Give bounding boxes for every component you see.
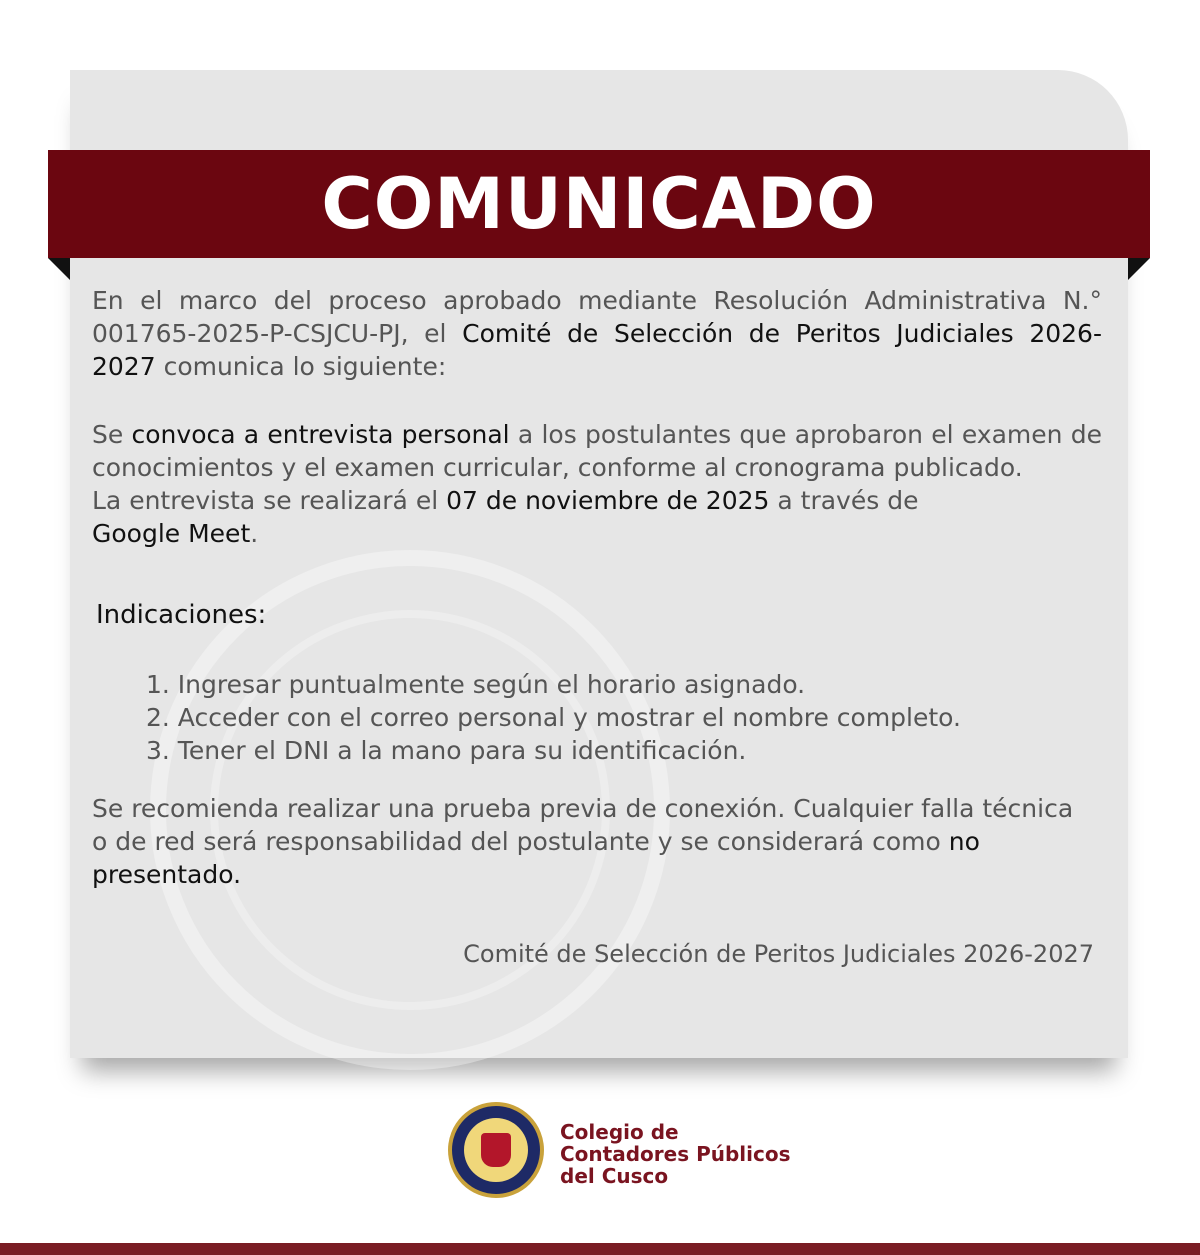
intro-text-end: comunica lo siguiente: [155, 352, 447, 381]
org-line: Colegio de [560, 1120, 679, 1144]
interview-date: 07 de noviembre de 2025 [446, 486, 770, 515]
signature: Comité de Selección de Peritos Judiciales 2026-2027 [463, 940, 1094, 968]
recommendation-paragraph [92, 792, 1092, 891]
shield-icon [481, 1133, 511, 1167]
org-line: del Cusco [560, 1164, 669, 1188]
platform-name: Google Meet [92, 519, 251, 548]
body-text: Se [92, 420, 132, 449]
body-paragraph [92, 418, 1102, 550]
list-item: 2. Acceder con el correo personal y mostrar el nombre completo. [146, 703, 961, 732]
org-line: Contadores Públicos [560, 1142, 791, 1166]
organization-name [560, 1121, 791, 1187]
title-banner [48, 150, 1150, 258]
list-item: 3. Tener el DNI a la mano para su identificación. [146, 736, 747, 765]
banner-fold-right [1128, 258, 1150, 280]
body-text-2: a los postulantes que aprobaron el examen de conocimientos y el examen curricular, conforme al cronograma publicado. [92, 420, 1103, 482]
intro-text: En el marco del proceso aprobado mediante Resolución Administrativa N.° 001765-2025-P-CSJCU-PJ, el [92, 286, 1102, 348]
committee-name: Comité de Selección de Peritos Judiciales 2026-2027 [92, 319, 1102, 381]
list-item: 1. Ingresar puntualmente según el horario asignado. [146, 670, 806, 699]
interview-call: convoca a entrevista personal [131, 420, 510, 449]
indications-list [146, 668, 961, 767]
body-text-3: La entrevista se realizará el [92, 486, 447, 515]
no-show-note: no presentado. [92, 827, 980, 889]
organization-seal-logo [448, 1102, 544, 1198]
indications-title: Indicaciones: [96, 600, 267, 630]
banner-fold-left [48, 258, 70, 280]
recommendation-text: Se recomienda realizar una prueba previa de conexión. Cualquier falla técnica o de red será responsabilidad del postulante y se considerará como [92, 794, 1074, 856]
body-text-5: . [250, 519, 259, 548]
body-text-4: a través de [769, 486, 919, 515]
intro-paragraph [92, 284, 1102, 383]
page-title: COMUNICADO [321, 163, 877, 245]
footer-bar [0, 1243, 1200, 1255]
